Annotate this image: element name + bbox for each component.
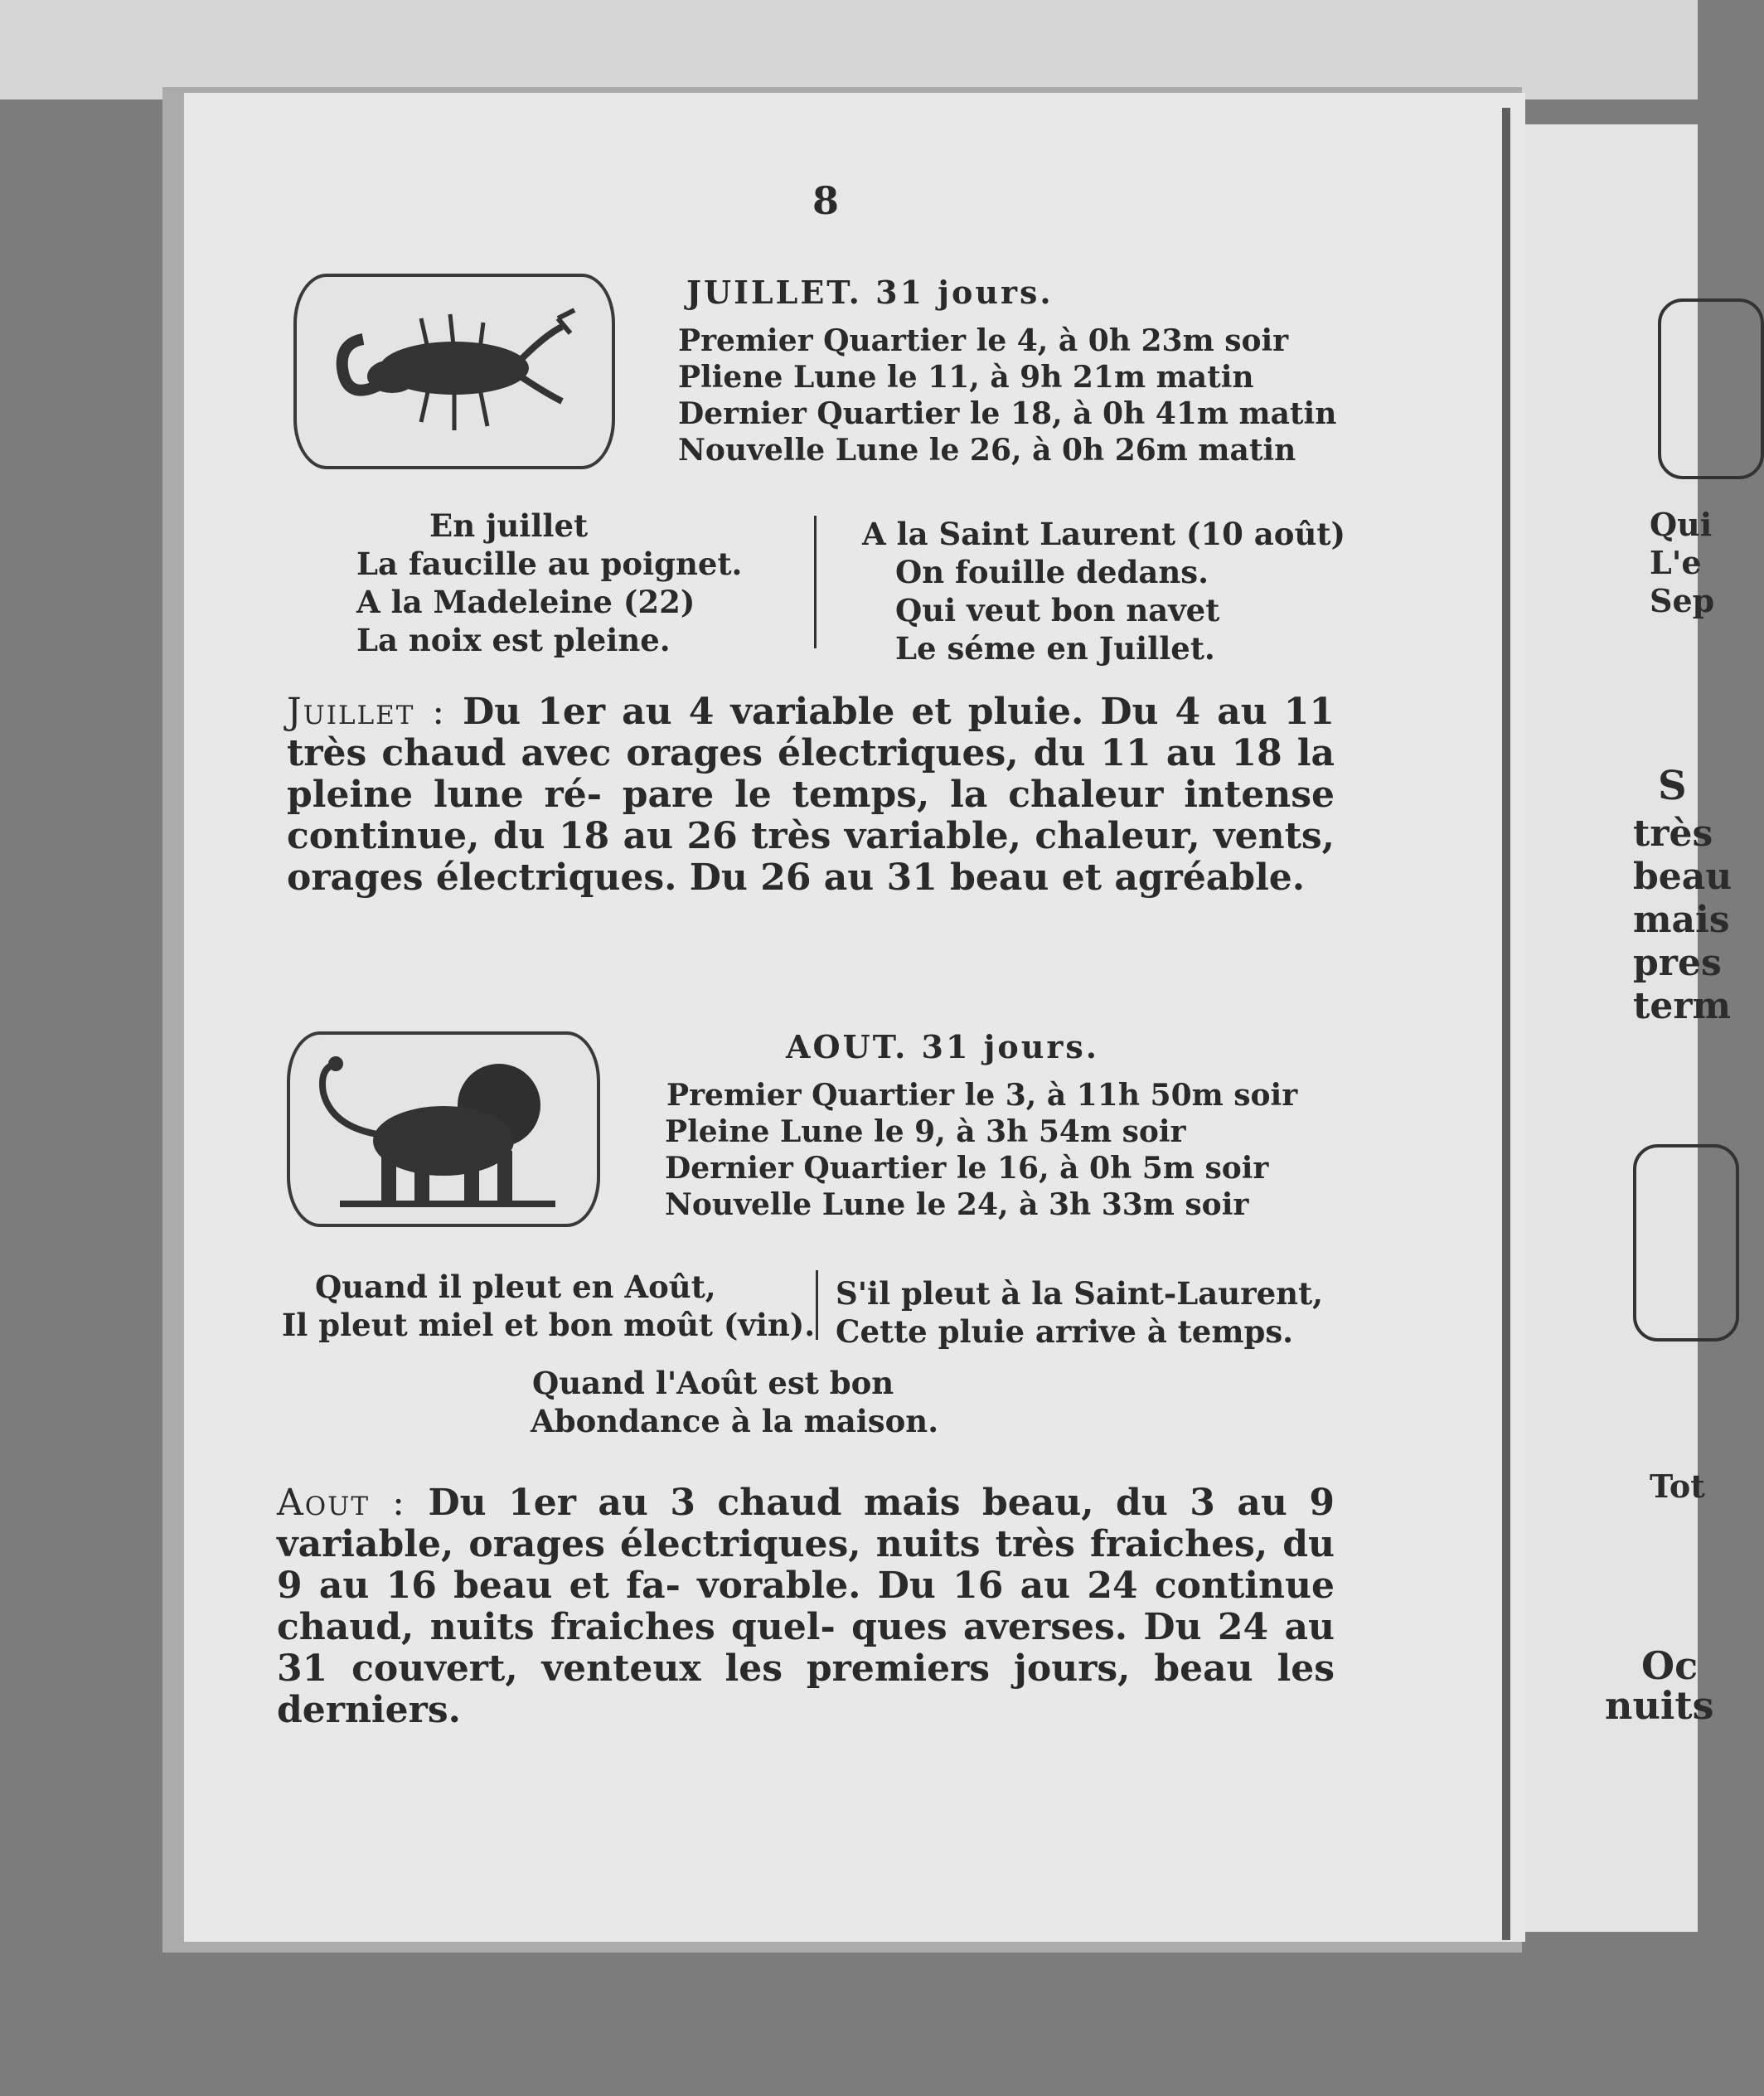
adjacent-fragment-9: term [1633,985,1732,1027]
aout-proverb-center-1: Quand l'Août est bon [532,1365,894,1401]
aout-moon-1: Premier Quartier le 3, à 11h 50m soir [666,1078,1298,1113]
aout-proverb-right-1: S'il pleut à la Saint-Laurent, [836,1275,1324,1312]
adjacent-fragment-10: Tot [1650,1468,1705,1505]
adjacent-fragment-3: Sep [1650,582,1715,619]
juillet-proverb-left-3: A la Madeleine (22) [356,584,695,620]
adjacent-fragment-1: Qui [1650,506,1713,543]
juillet-proverb-divider [814,516,817,648]
adjacent-fragment-8: pres [1633,942,1722,984]
aout-weather-label: Aout : [277,1482,406,1524]
adjacent-fragment-11: Oc [1641,1643,1699,1688]
adjacent-fragment-6: beau [1633,856,1732,898]
aout-proverb-right-2: Cette pluie arrive à temps. [836,1313,1294,1350]
lion-vignette [287,1031,600,1227]
juillet-moon-2: Pliene Lune le 11, à 9h 21m matin [678,360,1254,395]
aout-weather-paragraph [277,1482,1335,1731]
book-gutter [1502,108,1510,1940]
aout-moon-2: Pleine Lune le 9, à 3h 54m soir [665,1114,1186,1149]
aout-proverb-center-2: Abondance à la maison. [531,1403,939,1439]
aout-moon-3: Dernier Quartier le 16, à 0h 5m soir [665,1151,1269,1186]
juillet-moon-1: Premier Quartier le 4, à 0h 23m soir [678,323,1289,358]
adjacent-page [1525,124,1732,1932]
juillet-proverb-left-4: La noix est pleine. [356,622,671,658]
scorpion-icon [297,277,612,466]
juillet-proverb-right-1: A la Saint Laurent (10 août) [862,516,1345,552]
juillet-title: JUILLET. 31 jours. [686,274,1054,311]
aout-proverb-divider [816,1270,818,1340]
juillet-weather-label: Juillet : [287,691,447,733]
aout-moon-4: Nouvelle Lune le 24, à 3h 33m soir [665,1187,1249,1222]
juillet-proverb-right-3: Qui veut bon navet [895,592,1220,628]
adjacent-vignette [1658,298,1764,479]
juillet-proverb-right-4: Le séme en Juillet. [895,630,1215,667]
aout-title: AOUT. 31 jours. [786,1028,1100,1065]
adjacent-fragment-2: L'e [1650,544,1702,581]
adjacent-vignette-2 [1633,1144,1739,1342]
adjacent-fragment-12: nuits [1605,1683,1714,1728]
lion-icon [290,1035,597,1224]
juillet-moon-4: Nouvelle Lune le 26, à 0h 26m matin [678,433,1296,468]
adjacent-fragment-5: très [1633,813,1713,855]
scan-top-band [0,0,1698,99]
page-number: 8 [812,178,840,223]
aout-proverb-left-2: Il pleut miel et bon moût (vin). [282,1307,816,1343]
juillet-moon-3: Dernier Quartier le 18, à 0h 41m matin [678,396,1337,431]
aout-proverb-left-1: Quand il pleut en Août, [315,1269,716,1305]
juillet-proverb-right-2: On fouille dedans. [895,554,1209,590]
adjacent-fragment-4: S [1658,763,1687,809]
scorpion-vignette [293,274,615,469]
aout-weather-text: Du 1er au 3 chaud mais beau, du 3 au 9 variable, orages électriques, nuits très fraiches, du 9 au 16 beau et fa- vorable. Du 16 au 24 continue chaud, nuits fraiches quel- ques averses. Du 24 au 31 couvert, venteux les premiers jours, beau les derniers. [277,1482,1335,1731]
juillet-proverb-left-2: La faucille au poignet. [356,546,743,582]
almanac-page [184,93,1525,1942]
adjacent-fragment-7: mais [1633,899,1730,941]
juillet-proverb-left-1: En juillet [429,507,589,544]
juillet-weather-text: Du 1er au 4 variable et pluie. Du 4 au 11 très chaud avec orages électriques, du 11 au 18 la pleine lune ré- pare le temps, la chaleur intense continue, du 18 au 26 très variable, chaleur, vents, orages électriques. Du 26 au 31 beau et agréable. [287,691,1335,899]
juillet-weather-paragraph [287,691,1335,899]
